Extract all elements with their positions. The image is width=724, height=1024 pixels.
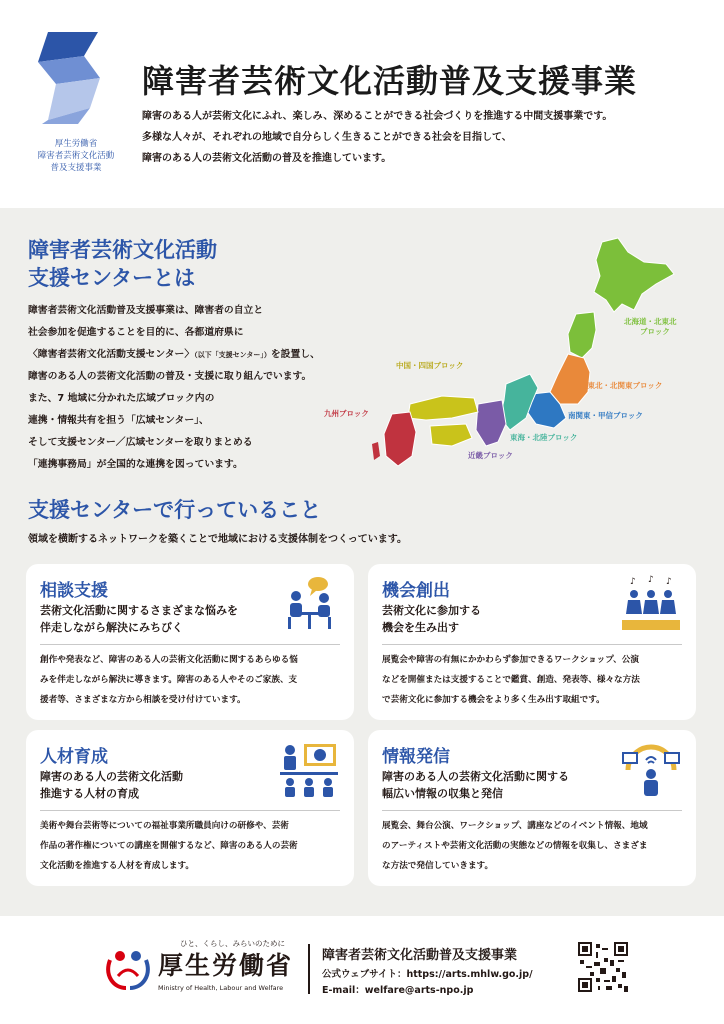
card-divider bbox=[40, 810, 340, 811]
card-body bbox=[40, 816, 342, 876]
card-divider bbox=[382, 810, 682, 811]
map-label-kyushu: 九州ブロック bbox=[324, 409, 369, 418]
card-subtitle bbox=[382, 768, 612, 802]
activities-lead: 領域を横断するネットワークを築くことで地域における支援体制をつくっています。 bbox=[28, 534, 407, 545]
map-label-line: 北海道・北東北 bbox=[624, 317, 677, 326]
card-subtitle bbox=[382, 602, 612, 636]
logo-caption-line: 障害者芸術文化活動 bbox=[37, 151, 115, 161]
card-body-line: 展覧会や障害の有無にかかわらず参加できるワークショップ、公演 bbox=[382, 655, 639, 665]
card-subtitle bbox=[40, 768, 270, 802]
card-subtitle-line: 障害のある人の芸術文化活動に関する bbox=[382, 770, 569, 783]
description-line: 連携・情報共有を担う「広域センター」、 bbox=[28, 415, 209, 426]
svg-text:♪: ♪ bbox=[666, 577, 672, 587]
ministry-name: 厚生労働省 bbox=[158, 951, 294, 980]
card-body-line: のアーティストや芸術文化活動の実態などの情報を収集し、さまざま bbox=[382, 841, 648, 851]
card-subtitle bbox=[40, 602, 270, 636]
description-line: また、7 地域に分かれた広域ブロック内の bbox=[28, 393, 215, 404]
card-information bbox=[368, 730, 696, 886]
card-training bbox=[26, 730, 354, 886]
svg-text:♪: ♪ bbox=[630, 577, 636, 587]
japan-block-map bbox=[322, 234, 704, 474]
section-title-line: 支援センターとは bbox=[28, 266, 196, 290]
footer-website[interactable]: 公式ウェブサイト：https://arts.mhlw.go.jp/ bbox=[322, 969, 533, 980]
card-subtitle-line: 幅広い情報の収集と発信 bbox=[382, 787, 503, 800]
map-region-okinawa bbox=[372, 442, 380, 460]
intro-line: 障害のある人の芸術文化活動の普及を推進しています。 bbox=[142, 153, 392, 164]
information-icon bbox=[620, 740, 682, 800]
card-opportunity bbox=[368, 564, 696, 720]
map-region-kinki bbox=[476, 400, 506, 446]
map-region-kita-tohoku bbox=[568, 312, 596, 358]
card-subtitle-line: 推進する人材の育成 bbox=[40, 787, 139, 800]
card-body-line: 作品の著作権についての講座を開催するなど、障害のある人の芸術 bbox=[40, 841, 298, 851]
card-subtitle-line: 芸術文化活動に関するさまざまな悩みを bbox=[40, 604, 238, 617]
intro-line: 障害のある人が芸術文化にふれ、楽しみ、深めることができる社会づくりを推進する中間支援事業です。 bbox=[142, 111, 613, 122]
card-title: 情報発信 bbox=[382, 747, 450, 767]
performers-icon bbox=[620, 574, 682, 634]
card-body-line: 展覧会、舞台公演、ワークショップ、講座などのイベント情報、地域 bbox=[382, 821, 648, 831]
description-line: 障害者芸術文化活動普及支援事業は、障害者の自立と bbox=[28, 305, 264, 316]
map-label-chugoku: 中国・四国ブロック bbox=[396, 361, 464, 370]
map-label-minami-tohoku: 南東北・北関東ブロック bbox=[580, 381, 663, 390]
svg-text:♪: ♪ bbox=[648, 575, 654, 585]
section-title-line: 障害者芸術文化活動 bbox=[28, 238, 217, 262]
card-title: 相談支援 bbox=[40, 581, 108, 601]
card-divider bbox=[40, 644, 340, 645]
card-body-line: 援者等、さまざまな方から相談を受け付けています。 bbox=[40, 695, 246, 705]
ministry-tagline: ひと、くらし、みらいのために bbox=[180, 939, 285, 948]
description-line: そして支援センター／広域センターを取りまとめる bbox=[28, 437, 253, 448]
card-body-line: 文化活動を推進する人材を育成します。 bbox=[40, 861, 195, 871]
description-line: 障害のある人の芸術文化活動の普及・支援に取り組んでいます。 bbox=[28, 371, 312, 382]
logo-caption-line: 厚生労働省 bbox=[54, 139, 98, 149]
map-region-chugoku bbox=[408, 396, 478, 420]
card-subtitle-line: 障害のある人の芸術文化活動 bbox=[40, 770, 183, 783]
section-title-support-center bbox=[28, 236, 318, 292]
map-region-minami-tohoku bbox=[550, 354, 590, 404]
card-body-line: などを開催または支援することで鑑賞、創造、発表等、様々な方法 bbox=[382, 675, 640, 685]
map-label-line: ブロック bbox=[640, 327, 670, 336]
card-title: 人材育成 bbox=[40, 747, 108, 767]
abbreviation-note: （以下「支援センター」） bbox=[194, 351, 271, 359]
description-line: 社会参加を促進することを目的に、各都道府県に bbox=[28, 327, 244, 338]
card-body-line: みを伴走しながら解決に導きます。障害のある人やそのご家族、支 bbox=[40, 675, 298, 685]
section-title-activities: 支援センターで行っていること bbox=[28, 498, 322, 522]
logo-caption bbox=[14, 138, 138, 174]
card-title: 機会創出 bbox=[382, 581, 450, 601]
card-body-line: で芸術文化に参加する機会をより多く生み出す取組です。 bbox=[382, 695, 605, 705]
map-label-minami-kanto: 南関東・甲信ブロック bbox=[568, 411, 643, 420]
map-label-hokkaido bbox=[624, 316, 677, 336]
card-body bbox=[40, 650, 342, 710]
qr-code-icon[interactable] bbox=[578, 942, 628, 992]
card-subtitle-line: 伴走しながら解決にみちびく bbox=[40, 621, 183, 634]
center-name: 〈障害者芸術文化活動支援センター〉 bbox=[28, 349, 195, 360]
logo-caption-line: 普及支援事業 bbox=[50, 163, 102, 173]
lecture-icon bbox=[278, 740, 340, 800]
card-subtitle-line: 芸術文化に参加する bbox=[382, 604, 481, 617]
card-body-line: 創作や発表など、障害のある人の芸術文化活動に関するあらゆる悩 bbox=[40, 655, 298, 665]
header bbox=[0, 0, 724, 208]
map-region-shikoku bbox=[430, 424, 472, 446]
card-body bbox=[382, 650, 684, 710]
map-label-tokai: 東海・北陸ブロック bbox=[510, 433, 578, 442]
page-title: 障害者芸術文化活動普及支援事業 bbox=[142, 62, 638, 100]
map-label-kinki: 近畿ブロック bbox=[468, 451, 513, 460]
description-line: 「連携事務局」が全国的な連携を図っています。 bbox=[28, 459, 243, 470]
intro-line: 多様な人々が、それぞれの地域で自分らしく生きることができる社会を目指して、 bbox=[142, 132, 512, 143]
intro-text bbox=[142, 106, 707, 169]
map-region-kyushu bbox=[384, 412, 416, 466]
card-subtitle-line: 機会を生み出す bbox=[382, 621, 459, 634]
project-logo-icon bbox=[38, 28, 114, 124]
card-consultation bbox=[26, 564, 354, 720]
card-divider bbox=[382, 644, 682, 645]
footer-email[interactable]: E-mail：welfare@arts-npo.jp bbox=[322, 985, 474, 996]
description-fragment: を設置し、 bbox=[270, 349, 320, 360]
card-body-line: な方法で発信していきます。 bbox=[382, 861, 494, 871]
card-body-line: 美術や舞台芸術等についての福祉事業所職員向けの研修や、芸術 bbox=[40, 821, 289, 831]
card-body bbox=[382, 816, 684, 876]
footer-project-name: 障害者芸術文化活動普及支援事業 bbox=[322, 948, 518, 963]
footer-divider bbox=[308, 944, 310, 994]
ministry-logo-icon bbox=[104, 946, 152, 990]
ministry-name-en: Ministry of Health, Labour and Welfare bbox=[158, 984, 284, 992]
map-region-hokkaido bbox=[594, 238, 674, 312]
consultation-icon bbox=[278, 574, 340, 634]
